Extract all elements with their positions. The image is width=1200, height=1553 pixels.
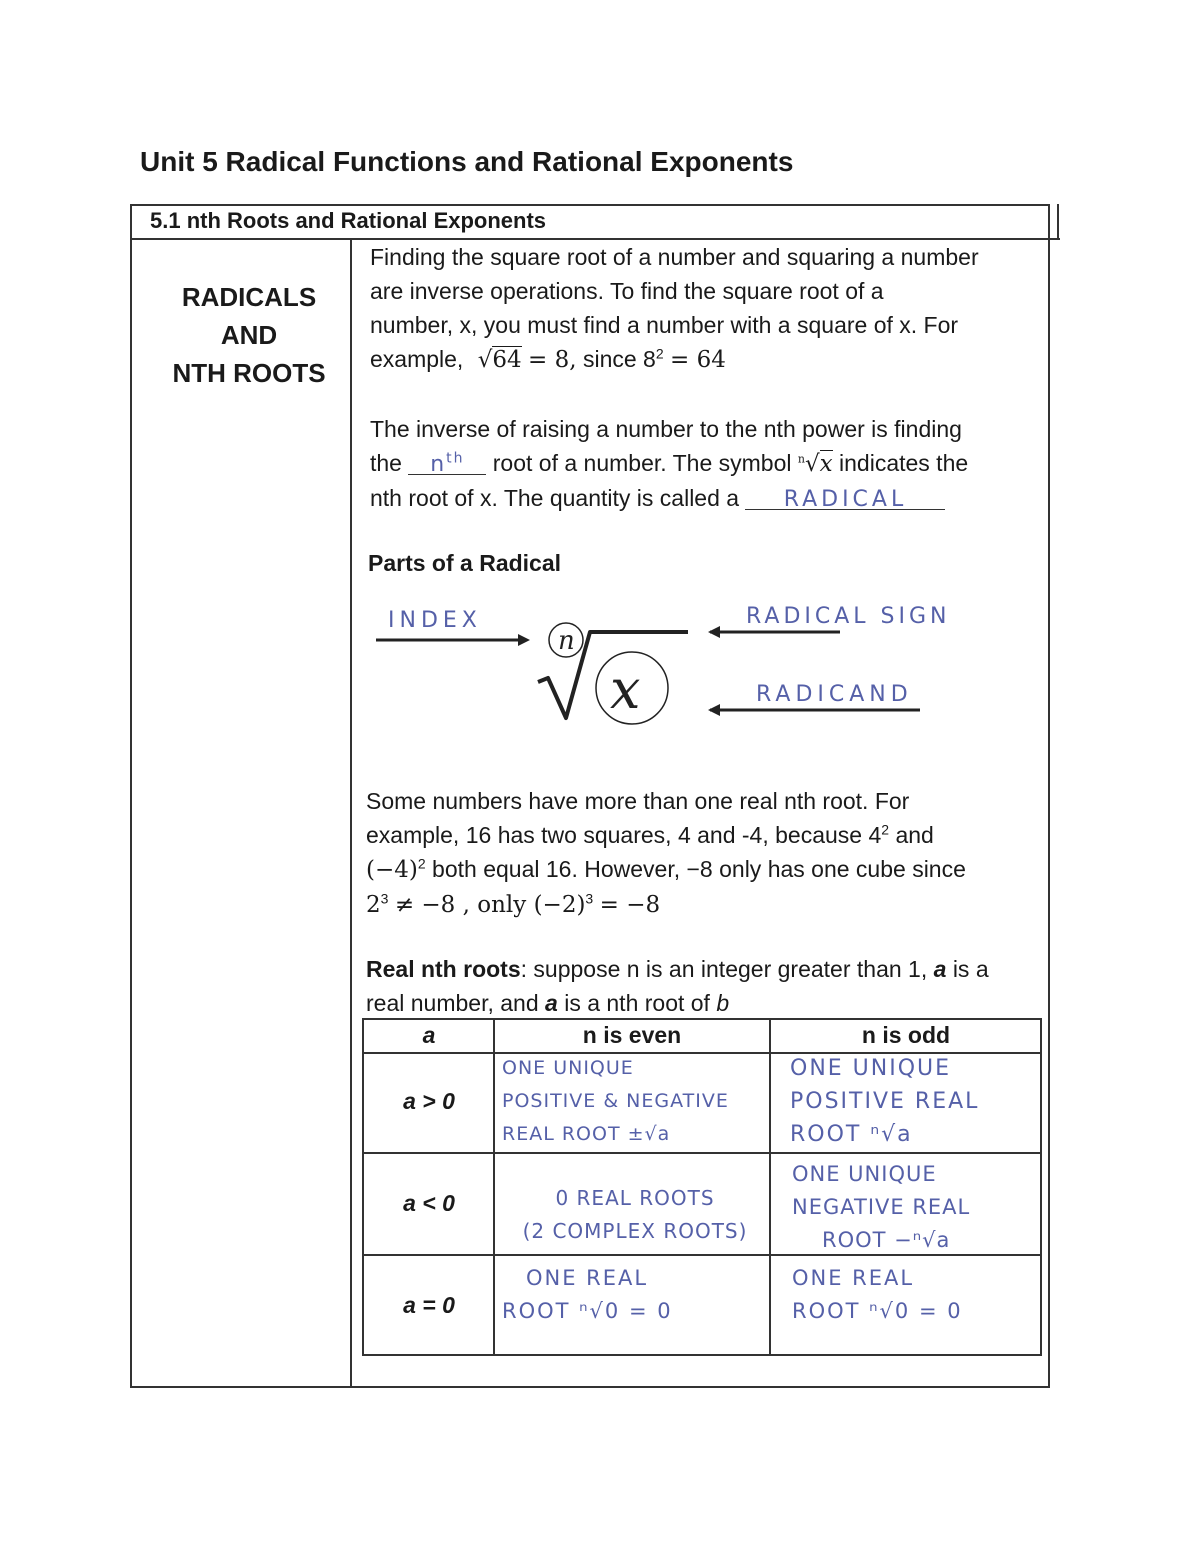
index-n: n — [558, 626, 575, 656]
text-fragment: the — [370, 450, 402, 476]
topic-label — [150, 278, 348, 392]
text-fragment: example, 16 has two squares, 4 and -4, because 4 — [366, 822, 882, 848]
paragraph-real-roots — [366, 952, 1056, 1020]
exponent: 3 — [380, 890, 389, 907]
text-fragment: real number, and — [366, 990, 539, 1016]
sqrt-expression: √64 — [477, 347, 522, 373]
text-fragment: root of a number. The symbol — [492, 450, 792, 476]
math-fragment: 2 — [366, 892, 381, 918]
handwritten-answer: n — [430, 452, 447, 477]
cell-line: ROOT ⁿ√0 = 0 — [502, 1299, 673, 1323]
section-header: 5.1 nth Roots and Rational Exponents — [150, 208, 547, 233]
math-fragment: = 8, — [528, 347, 577, 373]
nth-root-symbol: $^n$√x — [797, 451, 833, 477]
text-fragment: is a — [952, 956, 989, 982]
text-fragment: nth root of x. The quantity is called a — [370, 485, 740, 511]
table-header-a: a — [422, 1022, 436, 1048]
text-line — [366, 887, 1056, 922]
table-header-odd: n is odd — [861, 1022, 951, 1048]
math-fragment: = 64 — [670, 347, 726, 373]
cell-line: ONE UNIQUE — [790, 1056, 952, 1081]
math-fragment: = −8 — [599, 892, 661, 918]
cell-even — [502, 1182, 768, 1248]
table-vline — [769, 1018, 771, 1356]
cell-line: ONE REAL — [526, 1266, 649, 1290]
row-label: a < 0 — [403, 1190, 455, 1216]
variable: a — [545, 990, 558, 1016]
variable: b — [716, 990, 730, 1016]
text-line — [370, 342, 1050, 377]
text-line: The inverse of raising a number to the nth power is finding — [370, 416, 962, 442]
bold-term: Real nth roots — [366, 956, 521, 982]
text-line — [370, 481, 1050, 515]
cell-even — [502, 1262, 768, 1328]
text-line: Finding the square root of a number and squaring a number — [370, 244, 979, 270]
exponent: 3 — [585, 890, 594, 907]
text-fragment: and — [895, 822, 934, 848]
cell-odd — [790, 1052, 1038, 1151]
cell-line: ONE UNIQUE — [502, 1057, 634, 1079]
arrow-index-head — [518, 634, 530, 646]
exponent: 2 — [655, 345, 664, 362]
header-right-edge — [1057, 204, 1059, 240]
cell-line: ROOT −ⁿ√a — [822, 1228, 951, 1252]
text-fragment: : suppose n is an integer greater than 1, — [520, 956, 928, 982]
paragraph-multiple-roots — [366, 784, 1056, 922]
cell-odd — [792, 1158, 1038, 1257]
cell-odd — [792, 1262, 1038, 1328]
math-fragment: (−4) — [366, 857, 418, 883]
fill-blank-radical — [745, 481, 945, 510]
text-line: are inverse operations. To find the square root of a — [370, 278, 884, 304]
text-line: number, x, you must find a number with a square of x. For — [370, 312, 959, 338]
cell-line: ONE UNIQUE — [792, 1162, 937, 1186]
page-title: Unit 5 Radical Functions and Rational Exponents — [140, 146, 794, 177]
text-line — [366, 818, 1056, 852]
cell-line: ROOT ⁿ√a — [790, 1122, 913, 1147]
cell-line: (2 COMPLEX ROOTS) — [522, 1219, 748, 1243]
text-fragment: is a nth root of — [564, 990, 710, 1016]
text-line — [370, 446, 1050, 481]
cell-even — [502, 1052, 768, 1151]
paragraph-square-root — [370, 240, 1050, 377]
sqrt-argument: 64 — [492, 347, 522, 373]
exponent: 2 — [417, 855, 426, 872]
cell-line: ONE REAL — [792, 1266, 915, 1290]
math-fragment: ≠ −8 , only (−2) — [394, 892, 586, 918]
root-index: n — [797, 452, 805, 466]
label-radical-sign: RADICAL SIGN — [746, 604, 951, 629]
cell-line: POSITIVE & NEGATIVE — [502, 1090, 729, 1112]
text-fragment: both equal 16. However, −8 only has one cube since — [432, 856, 966, 882]
cell-line: 0 REAL ROOTS — [555, 1186, 715, 1210]
cell-line: NEGATIVE REAL — [792, 1195, 971, 1219]
table-header-even: n is even — [582, 1022, 682, 1048]
label-radicand: RADICAND — [756, 682, 913, 707]
topic-line: AND — [220, 320, 278, 350]
radicand-x: x — [610, 658, 641, 721]
text-line — [366, 952, 1056, 986]
topic-line: RADICALS — [181, 282, 317, 312]
text-fragment: indicates the — [839, 450, 969, 476]
cell-line: ROOT ⁿ√0 = 0 — [792, 1299, 963, 1323]
root-argument: x — [819, 451, 833, 477]
row-label: a > 0 — [403, 1088, 455, 1114]
text-fragment: since 8 — [582, 346, 656, 372]
paragraph-nth-root — [370, 412, 1050, 515]
text-line — [366, 986, 1056, 1020]
row-label: a = 0 — [403, 1292, 455, 1318]
parts-heading: Parts of a Radical — [368, 550, 562, 576]
text-line — [366, 852, 1056, 887]
radical-diagram — [370, 600, 1050, 750]
table-hline — [362, 1152, 1042, 1154]
text-fragment: example, — [370, 346, 464, 372]
column-divider — [350, 238, 352, 1388]
topic-line: NTH ROOTS — [172, 358, 326, 388]
handwritten-answer: RADICAL — [783, 487, 908, 512]
variable: a — [933, 956, 947, 982]
cell-line: POSITIVE REAL — [790, 1089, 980, 1114]
cell-line: REAL ROOT ±√a — [502, 1123, 671, 1145]
handwritten-answer-sup: th — [446, 450, 465, 467]
arrow-radical-sign-head — [708, 626, 720, 638]
fill-blank-nth — [408, 446, 486, 475]
exponent: 2 — [881, 821, 890, 838]
text-line: Some numbers have more than one real nth root. For — [366, 788, 910, 814]
arrow-radicand-head — [708, 704, 720, 716]
label-index: INDEX — [388, 608, 482, 633]
